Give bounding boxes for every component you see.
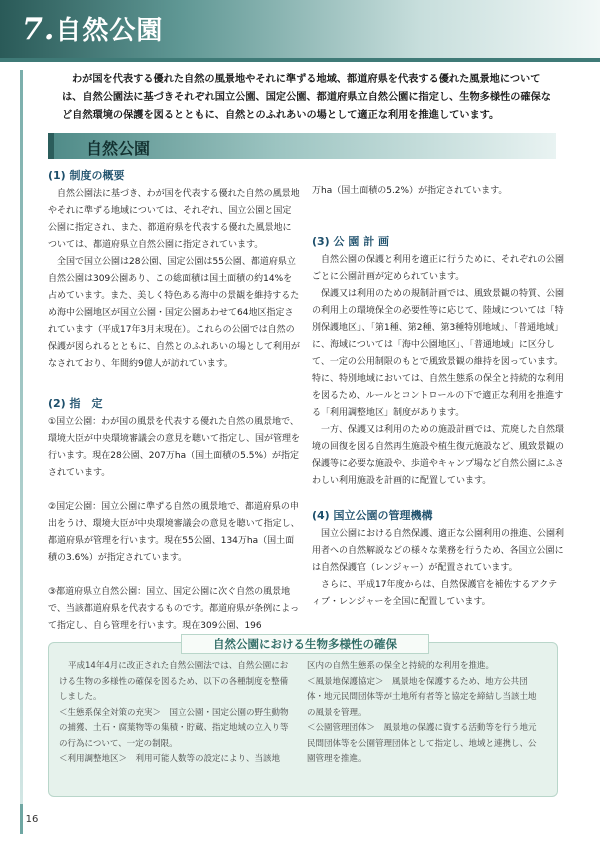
page-number: 16	[25, 814, 39, 825]
info-box-park-management-group: ＜公園管理団体＞ 風景地の保護に資する活動等を行う地元民間団体等を公園管理団体として指定し、地域と連携し、公園管理を推進。	[307, 723, 537, 764]
info-box-landscape-agreement: ＜風景地保護協定＞ 風景地を保護するため、地方公共団体・地元民間団体等が土地所有者等と協定を締結し当該土地の風景を管理。	[307, 676, 537, 718]
heading-park-plan: (3) 公 園 計 画	[312, 235, 390, 248]
left-column	[48, 167, 300, 635]
designation-national-park: ①国立公園：わが国の風景を代表する優れた自然の風景地で、環境大臣が中央環境審議会の意見を聴いて指定し、国が管理を行います。現在28公園、207万ha（国土面積の5.5%）が指定されています。	[48, 417, 301, 478]
info-box-title: 自然公園における生物多様性の確保	[181, 634, 429, 654]
section-banner-edge	[48, 133, 54, 159]
right-column	[312, 183, 564, 611]
header-stripe	[0, 58, 600, 62]
section-title: 自然公園	[86, 139, 151, 158]
park-plan-paragraph-2: 保護又は利用のための規制計画では、風致景観の特質、公園の利用上の環境保全の必要性等に応じて、陸域については「特別保護地区」、「第1種、第2種、第3種特別地域」、「普通地域」に、海域については「海中公園地区」、「普通地域」に区分して、一定の公用制限のもとで風致景観の維持を図っています。特に、特別地域においては、自然生態系の保全と持続的な利用を図るため、ルールとコントロールの下で適正な利用を推進する「利用調整地区」制度があります。	[312, 289, 565, 418]
management-paragraph-1: 国立公園における自然保護、適正な公園利用の推進、公園利用者への自然解説などの様々な業務を行うため、各国立公園には自然保護官（レンジャー）が配置されています。	[312, 529, 565, 573]
designation-prefectural-park-continued: 万ha（国土面積の5.2%）が指定されています。	[312, 186, 508, 196]
chapter-number: 7.	[22, 12, 56, 47]
info-box-right-column	[307, 659, 539, 768]
overview-paragraph-1: 自然公園法に基づき、わが国を代表する優れた自然の風景地やそれに準ずる地域については、それぞれ、国立公園と国定公園に指定され、また、都道府県を代表する優れた風景地については、都道府県立自然公園に指定されています。	[48, 189, 300, 250]
info-box-ecosystem-measures: ＜生態系保全対策の充実＞ 国立公園・国定公園の野生動物の捕獲、土石・腐葉物等の集積・貯蔵、指定地域の立入り等の行為について、一定の制限。	[59, 707, 289, 749]
left-margin-rule	[20, 70, 23, 830]
park-plan-paragraph-1: 自然公園の保護と利用を適正に行うために、それぞれの公園ごとに公園計画が定められています。	[312, 255, 565, 282]
info-box-left-column	[59, 659, 291, 768]
chapter-title	[22, 10, 163, 47]
designation-quasi-national-park: ②国定公園：国立公園に準ずる自然の風景地で、都道府県の申出をうけ、環境大臣が中央環境審議会の意見を聴いて指定し、都道府県が管理を行います。現在55公園、134万ha（国土面積の3.6%）が指定されています。	[48, 502, 300, 563]
info-box-use-adjustment-area: ＜利用調整地区＞ 利用可能人数等の設定により、当該地	[59, 754, 281, 764]
designation-prefectural-park: ③都道府県立自然公園：国立、国定公園に次ぐ自然の風景地で、当該都道府県を代表するものです。都道府県が条例によって指定し、自ら管理を行います。現在309公園、196	[48, 587, 300, 631]
info-box-use-adjustment-continued: 区内の自然生態系の保全と持続的な利用を推進。	[307, 661, 495, 671]
heading-designation: (2) 指 定	[48, 397, 103, 410]
biodiversity-info-box	[48, 637, 558, 797]
heading-overview: (1) 制度の概要	[48, 169, 125, 182]
park-plan-paragraph-3: 一方、保護又は利用のための施設計画では、荒廃した自然環境の回復を図る自然再生施設や植生復元施設など、風致景観の保護等に必要な施設や、歩道やキャンプ場など自然公園にふさわしい利用施設を計画的に配置しています。	[312, 425, 565, 486]
intro-paragraph: わが国を代表する優れた自然の風景地やそれに準ずる地域、都道府県を代表する優れた風景地については、自然公園法に基づきそれぞれ国立公園、国定公園、都道府県立自然公園に指定し、生物多様性の確保など自然環境の保護を図るとともに、自然とのふれあいの場として適正な利用を推進しています。	[62, 74, 551, 121]
section-banner	[48, 133, 556, 159]
heading-management: (4) 国立公園の管理機構	[312, 509, 433, 522]
info-box-intro: 平成14年4月に改正された自然公園法では、自然公園における生物の多様性の確保を図るため、以下の各種制度を整備しました。	[59, 661, 289, 702]
management-paragraph-2: さらに、平成17年度からは、自然保護官を補佐するアクティブ・レンジャーを全国に配置しています。	[312, 580, 558, 607]
overview-paragraph-2: 全国で国立公園は28公園、国定公園は55公園、都道府県立自然公園は309公園あり、この総面積は国土面積の約14%を占めています。また、美しく特色ある海中の景観を維持するため海中公園地区が国立公園・国定公園あわせて64地区指定されています（平成17年3月末現在）。これらの公園では自然の保護が図られるとともに、自然とのふれあいの場として利用がなされており、年間約9億人が訪れています。	[48, 257, 301, 369]
chapter-title-text: 自然公園	[55, 16, 164, 46]
